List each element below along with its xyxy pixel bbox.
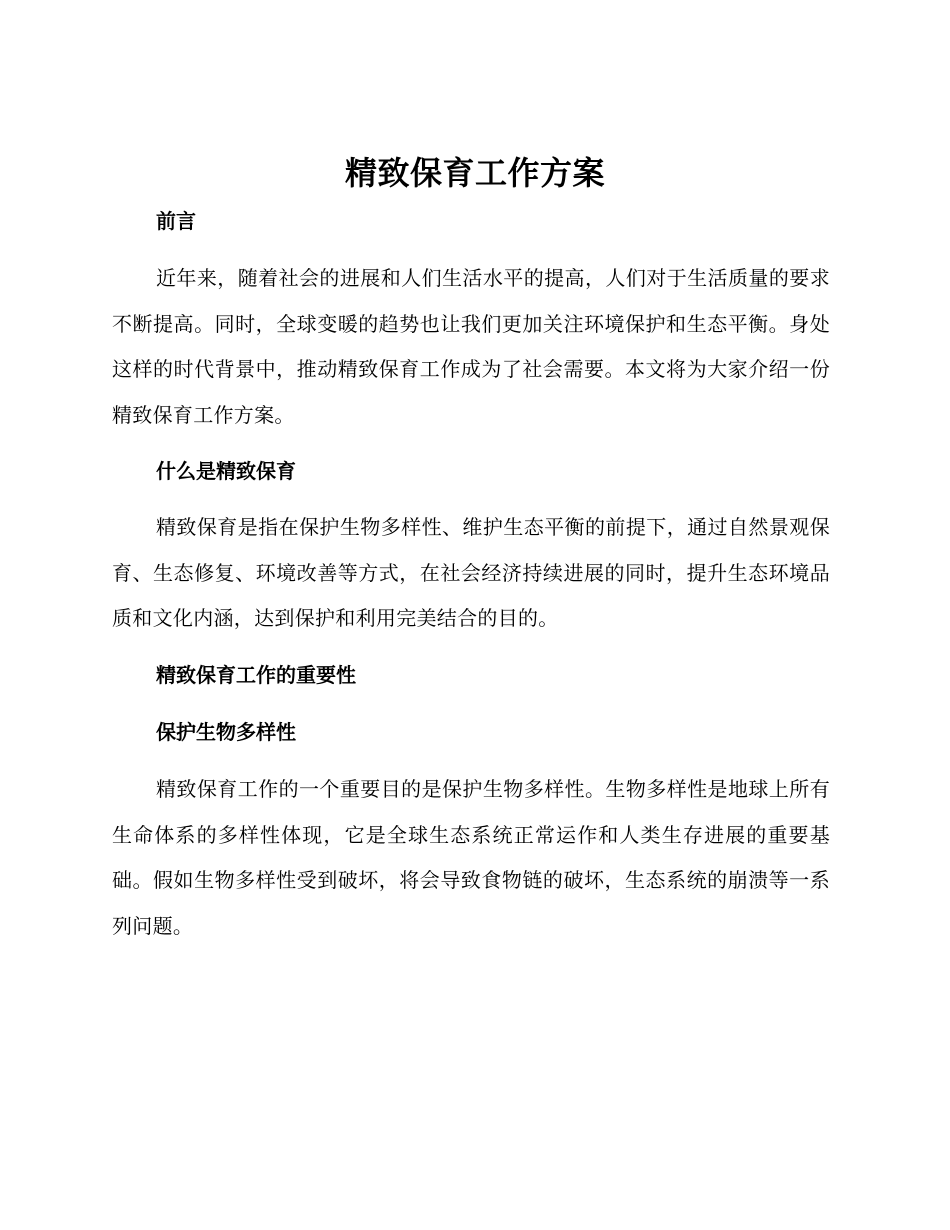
section-paragraph-biodiversity: 精致保育工作的一个重要目的是保护生物多样性。生物多样性是地球上所有生命体系的多样性体现，它是全球生态系统正常运作和人类生存进展的重要基础。假如生物多样性受到破坏，将会导致食物链的破坏，生态系统的崩溃等一系列问题。 <box>112 777 830 938</box>
section-paragraph-definition: 精致保育是指在保护生物多样性、维护生态平衡的前提下，通过自然景观保育、生态修复、环境改善等方式，在社会经济持续进展的同时，提升生态环境品质和文化内涵，达到保护和利用完美结合的目的。 <box>112 515 830 630</box>
document-title: 精致保育工作方案 <box>344 154 605 192</box>
section-heading-definition: 什么是精致保育 <box>156 459 296 483</box>
section-paragraph-preface: 近年来，随着社会的进展和人们生活水平的提高，人们对于生活质量的要求不断提高。同时，全球变暖的趋势也让我们更加关注环境保护和生态平衡。身处这样的时代背景中，推动精致保育工作成为了社会需要。本文将为大家介绍一份精致保育工作方案。 <box>112 266 830 427</box>
section-heading-importance: 精致保育工作的重要性 <box>156 663 356 687</box>
section-heading-preface: 前言 <box>156 209 196 233</box>
section-heading-biodiversity: 保护生物多样性 <box>156 720 296 744</box>
